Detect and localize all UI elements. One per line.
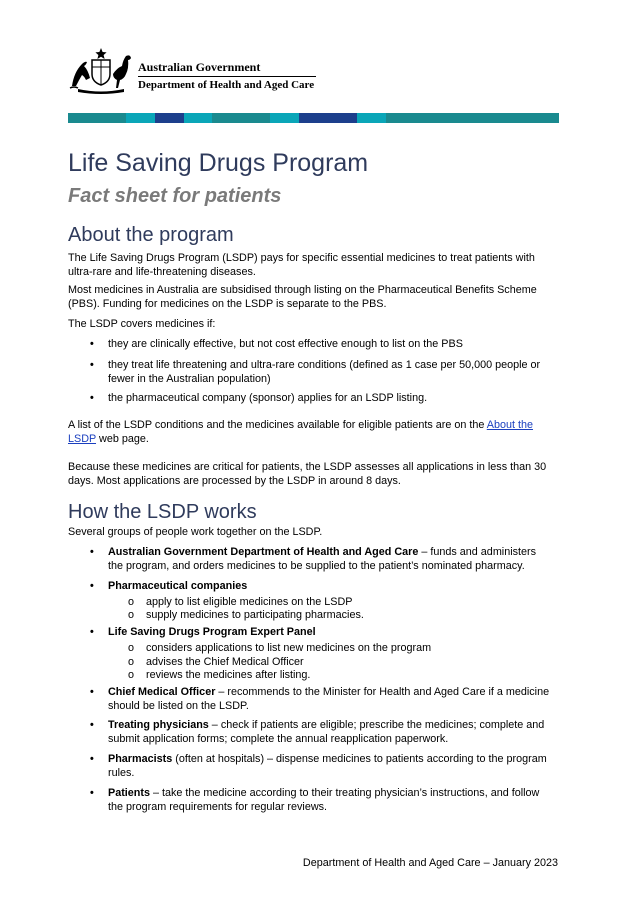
circle-bullet-icon: o: [128, 596, 135, 608]
stripe-segment: [443, 113, 472, 123]
government-identifier: [138, 60, 316, 92]
bullet-icon: •: [90, 753, 94, 765]
bullet-icon: •: [90, 626, 94, 638]
page-subtitle: Fact sheet for patients: [68, 185, 282, 207]
stripe-segment: [126, 113, 155, 123]
about-paragraph-4: A list of the LSDP conditions and the medicines available for eligible patients are on the About the LSDP web page.: [68, 419, 533, 445]
decorative-stripe: [68, 113, 559, 123]
stripe-segment: [472, 113, 501, 123]
department-name: Department of Health and Aged Care: [138, 79, 315, 91]
about-paragraph-2: Most medicines in Australia are subsidised through listing on the Pharmaceutical Benefits Scheme (PBS). Funding for medicines on the LSDP is separate to the PBS.: [68, 284, 537, 310]
bullet-icon: •: [90, 787, 94, 799]
stripe-segment: [328, 113, 357, 123]
stripe-segment: [155, 113, 184, 123]
section-heading-about: About the program: [68, 224, 234, 246]
bullet-icon: •: [90, 580, 94, 592]
stripe-segment: [270, 113, 299, 123]
stripe-segment: [184, 113, 213, 123]
bullet-icon: •: [90, 359, 94, 371]
stripe-segment: [530, 113, 559, 123]
stripe-segment: [501, 113, 530, 123]
circle-bullet-icon: o: [128, 669, 135, 681]
coat-of-arms-icon: [68, 46, 134, 94]
header-divider: [138, 76, 316, 77]
page-footer: Department of Health and Aged Care – January 2023: [302, 857, 558, 869]
circle-bullet-icon: o: [128, 656, 135, 668]
about-lsdp-link[interactable]: About the LSDP: [68, 419, 533, 445]
bullet-icon: •: [90, 719, 94, 731]
stripe-segment: [68, 113, 97, 123]
bullet-icon: •: [90, 338, 94, 350]
stripe-segment: [299, 113, 328, 123]
page-title: Life Saving Drugs Program: [68, 149, 369, 177]
circle-bullet-icon: o: [128, 642, 135, 654]
stripe-segment: [386, 113, 415, 123]
about-paragraph-5: Because these medicines are critical for patients, the LSDP assesses all applications in less than 30 days. Most applications are processed by the LSDP in around 8 days.: [68, 461, 547, 487]
works-intro: Several groups of people work together on the LSDP.: [68, 526, 323, 538]
government-name: Australian Government: [138, 60, 261, 74]
circle-bullet-icon: o: [128, 609, 135, 621]
stripe-segment: [415, 113, 444, 123]
stripe-segment: [97, 113, 126, 123]
stripe-segment: [357, 113, 386, 123]
bullet-icon: •: [90, 392, 94, 404]
about-paragraph-1: The Life Saving Drugs Program (LSDP) pays for specific essential medicines to treat patients with ultra-rare and life-threatening diseases.: [68, 252, 535, 278]
bullet-icon: •: [90, 546, 94, 558]
stripe-segment: [241, 113, 270, 123]
about-paragraph-3: The LSDP covers medicines if:: [68, 318, 216, 330]
bullet-icon: •: [90, 686, 94, 698]
stripe-segment: [212, 113, 241, 123]
section-heading-how: How the LSDP works: [68, 501, 257, 523]
document-page: Australian Government Department of Health and Aged Care Life Saving Drugs Program Fact sheet for patients About the program The Life Saving Drugs Program (LSDP) pays for specific essential medicines to treat patients with ultra-rare and life-threatening diseases. Most medicines in Australia are subsidised through listing on the Pharmaceutical Benefits Scheme (PBS). Funding for medicines on the LSDP is separate to the PBS. The LSDP covers medicines if: • they are clinically effective, but not cost effective enough to list on the PBS • they treat life threatening and ultra-rare conditions (defined as 1 case per 50,000 people or fewer in the Australian population) • the pharmaceutical company (sponsor) applies for an LSDP listing. A list of the LSDP conditions and the medicines available for eligible patients are on the About the LSDP web page. Because these medicines are critical for patients, the LSDP assesses all applications in less than 30 days. Most applications are processed by the LSDP in around 8 days. How the LSDP works Several groups of people work together on the LSDP. • Australian Government Department of Health and Aged Care – funds and administers the program, and orders medicines to be supplied to the patient’s nominated pharmacy. • Pharmaceutical companies o apply to list eligible medicines on the LSDP o supply medicines to participating pharmacies. • Life Saving Drugs Program Expert Panel o considers applications to list new medicines on the program o advises the Chief Medical Officer o reviews the medicines after listing. • Chief Medical Officer – recommends to the Minister for Health and Aged Care if a medicine should be listed on the LSDP. • Treating physicians – check if patients are eligible; prescribe the medicines; complete and submit application forms; complete the annual reapplication paperwork. • Pharmacists (often at hospitals) – dispense medicines to patients according to the program rules. • Patients – take the medicine according to their treating physician’s instructions, and follow the program requirements for regular reviews. Department of Health and Aged Care – January 2023: [0, 0, 632, 906]
